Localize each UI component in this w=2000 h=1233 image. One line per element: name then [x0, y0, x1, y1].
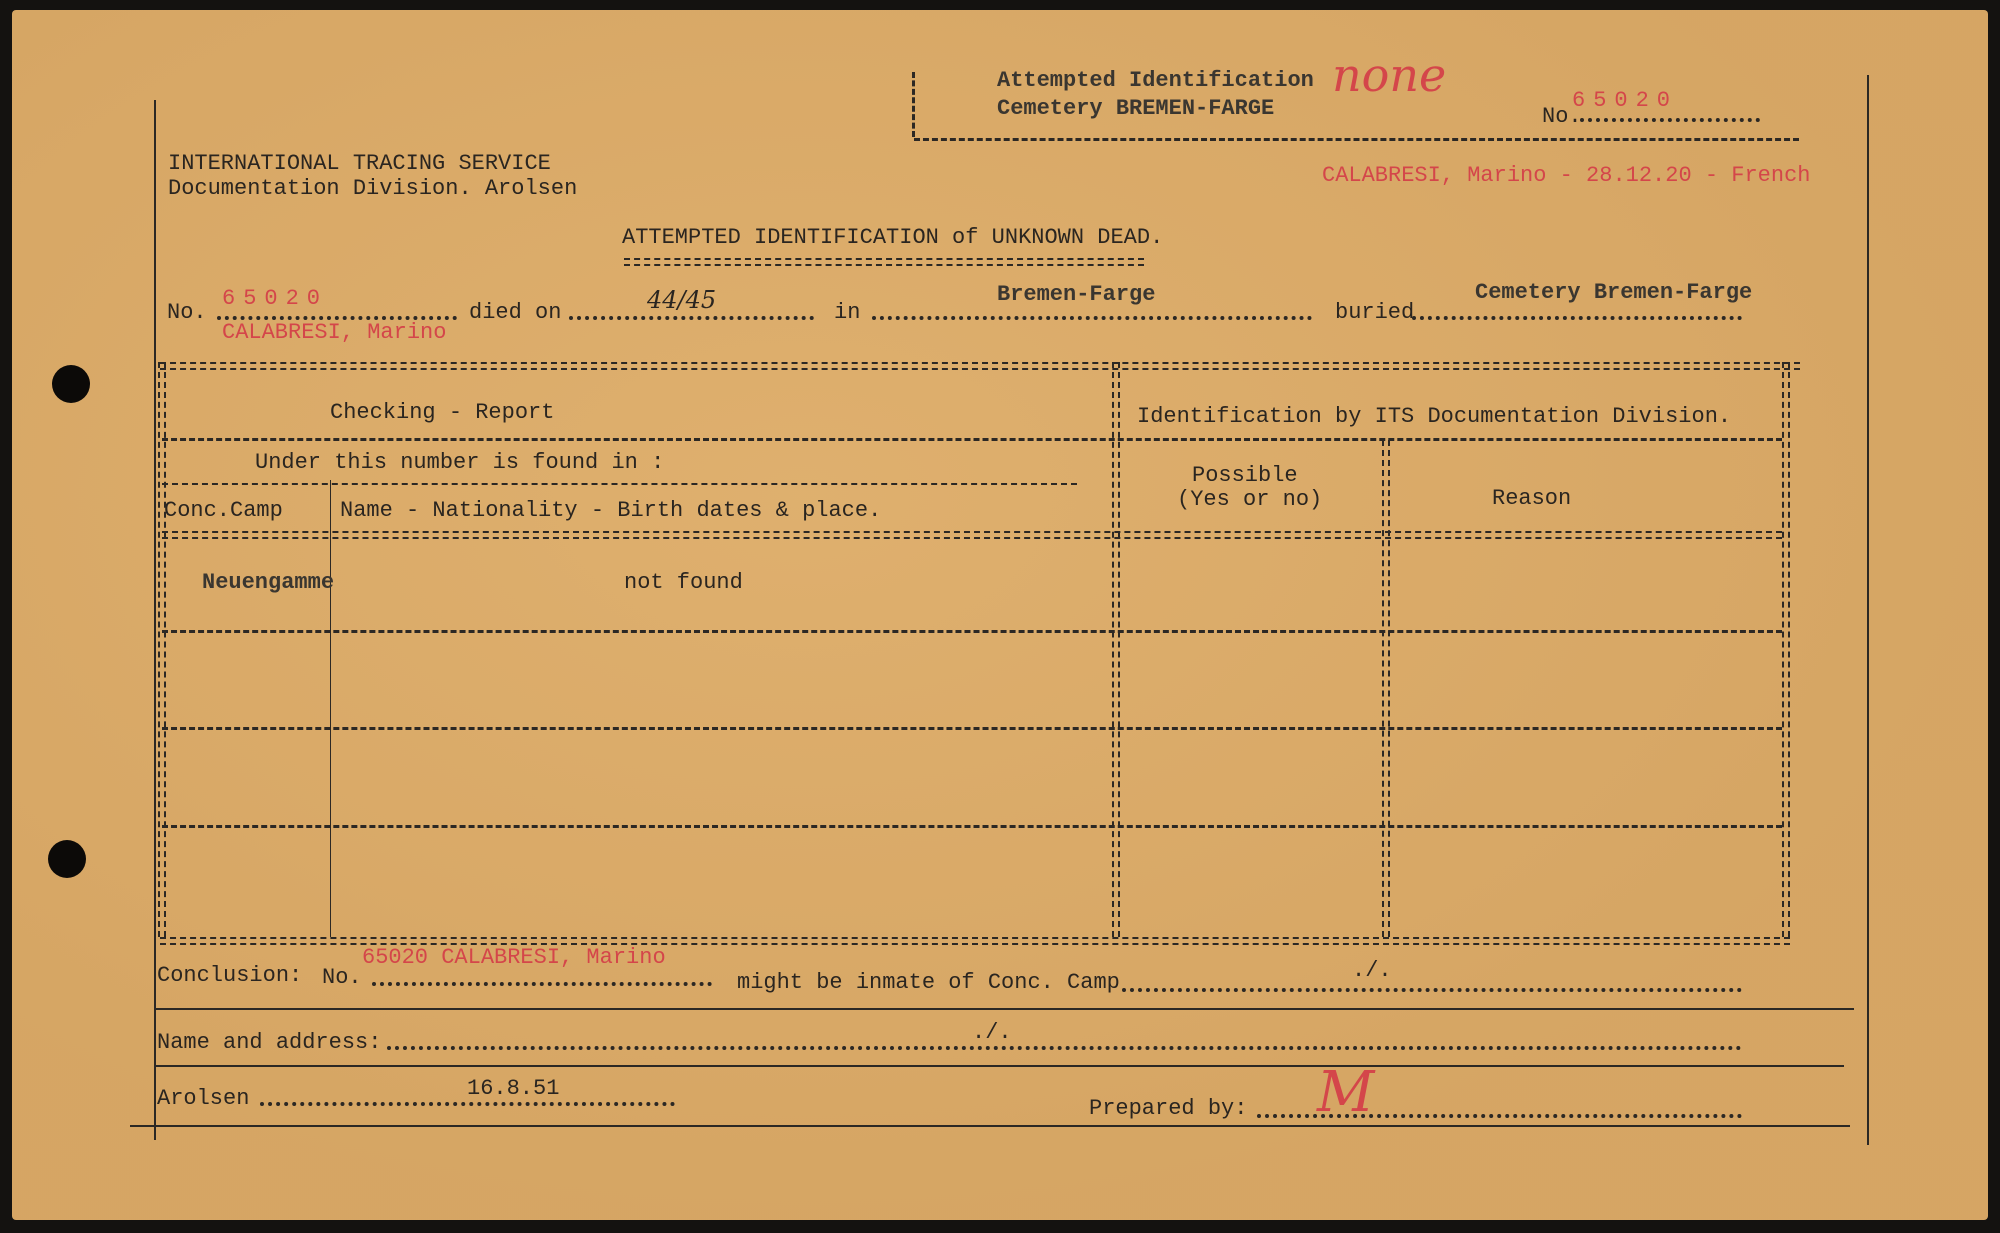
place-value: Bremen-Farge [997, 282, 1156, 307]
top-number-label: No. [1542, 104, 1582, 129]
initials-signature: M [1317, 1060, 1375, 1125]
found-in-underline [162, 483, 1077, 485]
record-name-value: CALABRESI, Marino [222, 320, 447, 345]
person-header: CALABRESI, Marino - 28.12.20 - French [1322, 163, 1811, 188]
top-number-dots [1580, 118, 1760, 122]
conclusion-label: Conclusion: [157, 963, 303, 988]
punch-hole-bottom [48, 840, 86, 878]
name-address-label: Name and address: [157, 1030, 382, 1055]
column-header-divider [162, 531, 1782, 539]
in-label: in [834, 300, 861, 325]
col-camp-header: Conc.Camp [164, 498, 283, 523]
frame-bottom-line [130, 1125, 1850, 1127]
died-label: died on [469, 300, 562, 325]
stamp-line-1: Attempted Identification [997, 68, 1314, 93]
stamp-box-left [912, 72, 915, 137]
arolsen-label: Arolsen [157, 1086, 250, 1111]
table-row-result: not found [624, 570, 743, 595]
conclusion-inmate-label: might be inmate of Conc. Camp [737, 970, 1120, 995]
frame-right-line [1867, 75, 1869, 1145]
place-dots [872, 316, 1312, 320]
name-address-dots [387, 1046, 1742, 1050]
conclusion-camp-dots [1122, 988, 1742, 992]
row-divider-3 [162, 825, 1782, 828]
identification-header: Identification by ITS Documentation Division. [1137, 404, 1732, 429]
died-value: 44/45 [647, 286, 717, 314]
conclusion-no-value: 65020 CALABRESI, Marino [362, 945, 666, 970]
table-bottom-border [160, 937, 1790, 945]
org-division: Documentation Division. Arolsen [168, 176, 578, 201]
name-address-rule [154, 1065, 1844, 1067]
punch-hole-top [52, 365, 90, 403]
col-possible-header: Possible [1192, 463, 1298, 488]
name-address-value: ./. [972, 1020, 1012, 1045]
table-row-camp: Neuengamme [202, 570, 335, 595]
stamp-line-2: Cemetery BREMEN-FARGE [997, 96, 1275, 121]
table-mid-divider [1112, 362, 1120, 937]
col-name-header: Name - Nationality - Birth dates & place. [340, 498, 882, 523]
prepared-by-label: Prepared by: [1089, 1096, 1248, 1121]
table-reason-divider [1382, 440, 1390, 937]
buried-dots [1412, 316, 1742, 320]
top-number-value: 65020 [1572, 88, 1679, 113]
frame-left-line [154, 100, 156, 1140]
form-title: ATTEMPTED IDENTIFICATION of UNKNOWN DEAD. [622, 225, 1164, 250]
record-no-value: 65020 [222, 286, 329, 311]
arolsen-date-value: 16.8.51 [467, 1076, 560, 1101]
conclusion-no-label: No. [322, 965, 362, 990]
table-left-border [158, 362, 166, 937]
handwritten-note: none [1332, 48, 1447, 102]
row-divider-1 [162, 630, 1782, 633]
died-dots [569, 316, 814, 320]
table-right-border [1782, 362, 1790, 937]
found-in-label: Under this number is found in : [255, 450, 665, 475]
org-name: INTERNATIONAL TRACING SERVICE [168, 151, 551, 176]
stamp-box-bottom [914, 138, 1799, 141]
conclusion-rule [154, 1008, 1854, 1010]
col-reason-header: Reason [1492, 486, 1572, 511]
col-possible-subheader: (Yes or no) [1177, 487, 1323, 512]
buried-value: Cemetery Bremen-Farge [1475, 280, 1753, 305]
table-top-border [160, 362, 1800, 370]
record-no-label: No. [167, 300, 207, 325]
checking-report-header: Checking - Report [330, 400, 555, 425]
record-card [12, 10, 1988, 1220]
row-divider-2 [162, 727, 1782, 730]
conclusion-no-dots [372, 982, 712, 986]
buried-label: buried [1335, 300, 1415, 325]
table-camp-divider [330, 480, 331, 937]
title-underline [624, 258, 1144, 266]
conclusion-camp-value: ./. [1352, 958, 1392, 983]
arolsen-date-dots [260, 1102, 675, 1106]
header-divider [162, 438, 1782, 441]
